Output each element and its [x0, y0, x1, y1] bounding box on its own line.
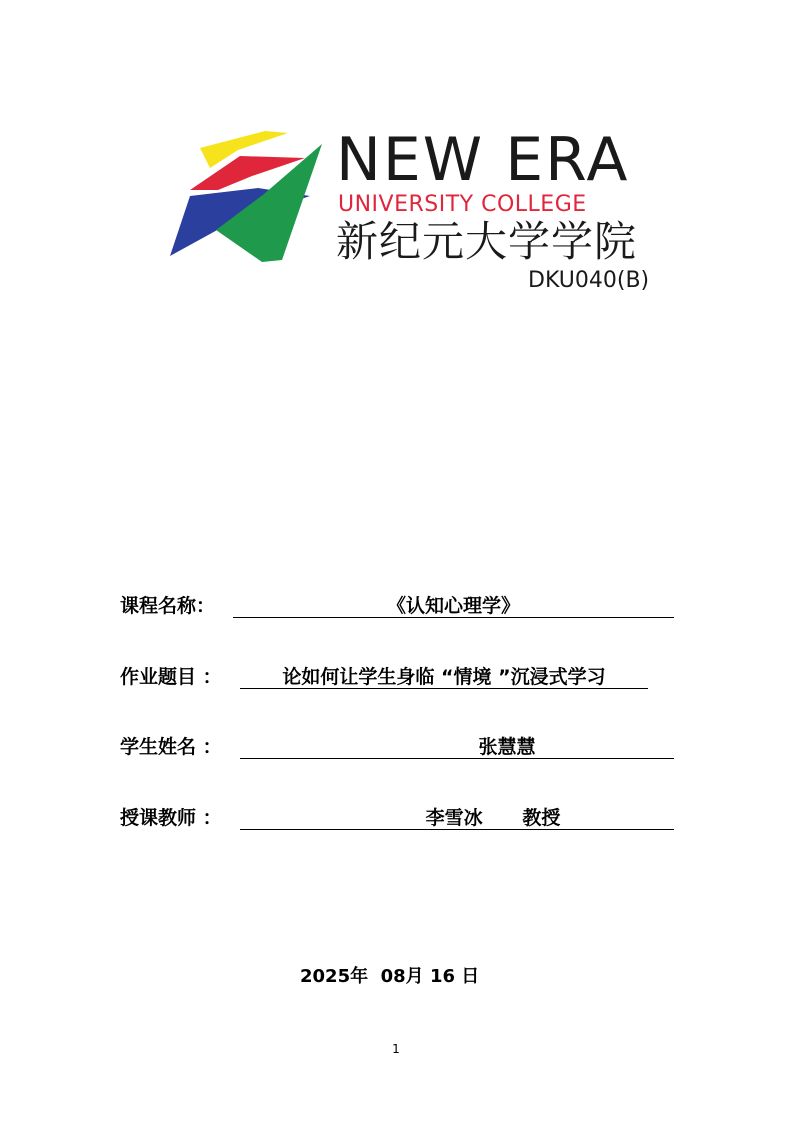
page-number: 1: [392, 1042, 400, 1056]
student-name-label: 学生姓名 ：: [120, 736, 222, 758]
logo-subtitle-en: UNIVERSITY COLLEGE: [338, 192, 587, 217]
logo-name-cn: 新纪元大学学院: [336, 217, 638, 266]
new-era-logo-mark-icon: [170, 128, 325, 268]
logo-form-code: DKU040(B): [528, 268, 650, 293]
student-name-row: [120, 734, 680, 764]
student-name-value: 张慧慧: [478, 736, 536, 758]
instructor-label: 授课教师 ：: [120, 807, 222, 829]
instructor-value: 李雪冰 教授: [425, 807, 561, 829]
course-name-value: 《认知心理学》: [386, 595, 520, 617]
course-name-row: [120, 593, 680, 623]
university-logo: [170, 125, 670, 300]
instructor-row: [120, 805, 680, 835]
assignment-title-label: 作业题目 ：: [120, 666, 222, 688]
course-name-label: 课程名称：: [120, 595, 216, 617]
submission-date: 2025年 08月 16 日: [300, 966, 480, 987]
assignment-title-value: 论如何让学生身临 “情境 ”沉浸式学习: [282, 666, 606, 688]
logo-name-en: NEW ERA: [336, 125, 630, 195]
assignment-title-row: [120, 664, 680, 694]
